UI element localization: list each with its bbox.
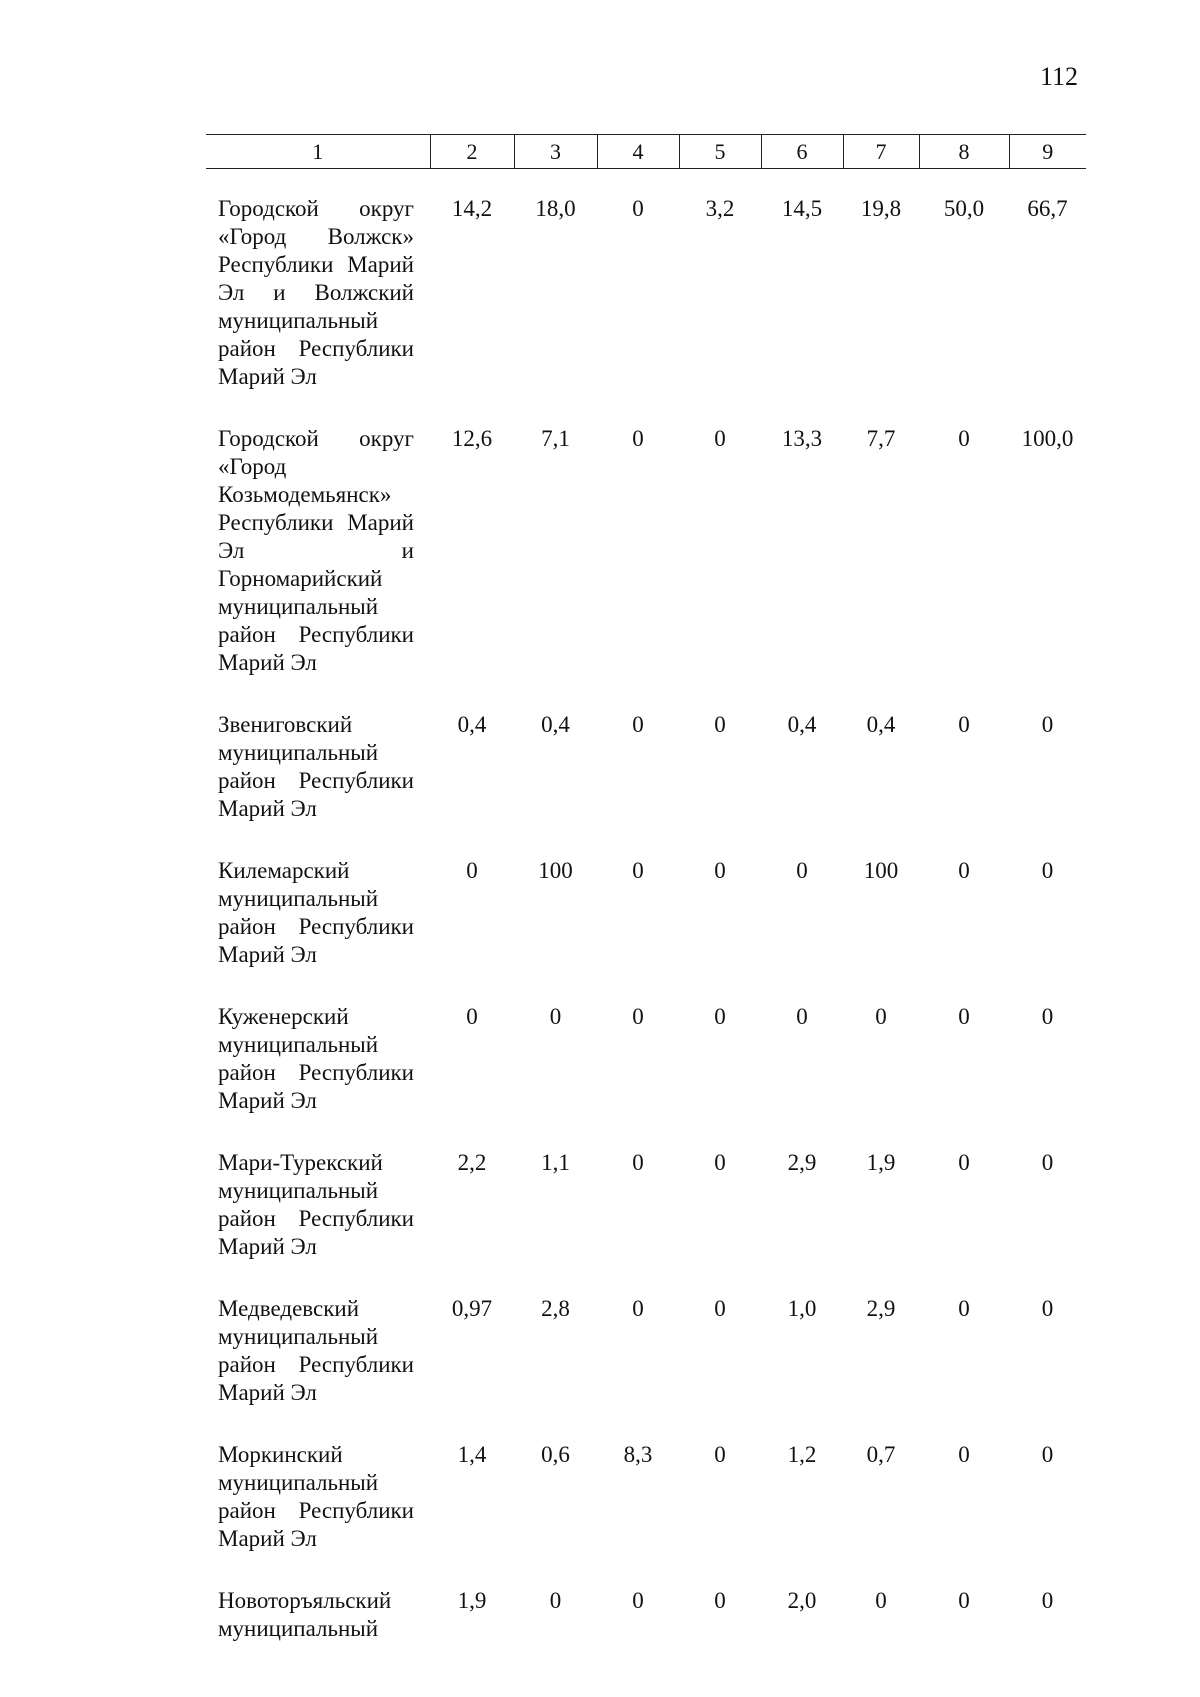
column-header-4: 4 (597, 135, 679, 169)
row-value-col-6: 1,2 (787, 1442, 817, 1467)
row-value-col-9: 100,0 (1021, 426, 1074, 451)
row-value-col-7: 0,7 (866, 1442, 896, 1467)
row-value-col-9: 0 (1041, 1004, 1054, 1029)
table-row (206, 1003, 1086, 1149)
row-value-col-3: 0,6 (541, 1442, 570, 1467)
row-value-col-9: 0 (1041, 712, 1054, 737)
row-value-col-8: 0 (958, 1588, 970, 1613)
statistics-table (206, 134, 1086, 1677)
row-value-col-6: 2,0 (787, 1588, 817, 1613)
row-territory-name: Городской округ «Город Козьмодемьянск» Республики Марий Эл и Горномарийский муниципальный район Республики Марий Эл (218, 426, 414, 675)
row-value-col-7: 2,9 (866, 1296, 896, 1321)
table-row (206, 1587, 1086, 1677)
row-value-col-6: 0 (796, 1004, 808, 1029)
row-value-col-8: 50,0 (943, 196, 985, 221)
row-value-col-6: 0,4 (787, 712, 817, 737)
table-header-row (206, 135, 1086, 169)
row-value-col-7: 7,7 (866, 426, 896, 451)
row-value-col-5: 0 (714, 426, 726, 451)
row-value-col-3: 18,0 (535, 196, 576, 221)
row-value-col-3: 100 (538, 858, 573, 883)
row-value-col-5: 0 (714, 1004, 726, 1029)
row-value-col-7: 1,9 (866, 1150, 896, 1175)
row-value-col-2: 1,4 (457, 1442, 487, 1467)
table-row (206, 1295, 1086, 1441)
row-value-col-9: 66,7 (1027, 196, 1068, 221)
row-value-col-4: 0 (632, 858, 644, 883)
column-header-6: 6 (761, 135, 843, 169)
row-value-col-2: 1,9 (457, 1588, 487, 1613)
row-value-col-6: 1,0 (787, 1296, 817, 1321)
row-territory-name: Мари-Турекский муниципальный район Республики Марий Эл (218, 1150, 414, 1259)
row-value-col-5: 0 (714, 1442, 726, 1467)
row-value-col-4: 0 (632, 1588, 644, 1613)
row-territory-name: Куженерский муниципальный район Республики Марий Эл (218, 1004, 414, 1113)
column-header-7: 7 (843, 135, 919, 169)
row-value-col-6: 13,3 (781, 426, 823, 451)
row-value-col-2: 12,6 (451, 426, 493, 451)
row-value-col-4: 0 (632, 1150, 644, 1175)
row-value-col-2: 0,97 (451, 1296, 493, 1321)
row-territory-name: Килемарский муниципальный район Республики Марий Эл (218, 858, 414, 967)
row-value-col-2: 2,2 (457, 1150, 487, 1175)
row-value-col-8: 0 (958, 426, 970, 451)
row-value-col-2: 0,4 (457, 712, 487, 737)
column-header-5: 5 (679, 135, 761, 169)
row-value-col-2: 0 (466, 1004, 478, 1029)
page-number: 112 (1040, 62, 1079, 91)
table-row (206, 1441, 1086, 1587)
row-value-col-7: 0 (875, 1588, 887, 1613)
row-value-col-7: 0 (875, 1004, 887, 1029)
statistics-table-container (206, 134, 1086, 1677)
column-header-2: 2 (430, 135, 514, 169)
row-value-col-3: 0 (549, 1588, 562, 1613)
table-row (206, 711, 1086, 857)
row-value-col-4: 0 (632, 1296, 644, 1321)
row-value-col-5: 0 (714, 858, 726, 883)
row-territory-name: Медведевский муниципальный район Республики Марий Эл (218, 1296, 414, 1405)
row-value-col-3: 0 (549, 1004, 562, 1029)
column-header-8: 8 (919, 135, 1009, 169)
row-value-col-9: 0 (1041, 1150, 1054, 1175)
row-value-col-4: 8,3 (623, 1442, 653, 1467)
row-value-col-4: 0 (632, 1004, 644, 1029)
row-value-col-9: 0 (1041, 1588, 1054, 1613)
row-value-col-3: 7,1 (541, 426, 570, 451)
row-value-col-5: 0 (714, 1588, 726, 1613)
table-row (206, 857, 1086, 1003)
row-value-col-9: 0 (1041, 1296, 1054, 1321)
row-territory-name: Моркинский муниципальный район Республики Марий Эл (218, 1442, 414, 1551)
row-value-col-6: 2,9 (787, 1150, 817, 1175)
row-value-col-8: 0 (958, 1004, 970, 1029)
column-header-3: 3 (514, 135, 597, 169)
column-header-1: 1 (206, 135, 430, 169)
row-value-col-2: 14,2 (451, 196, 493, 221)
table-row (206, 1149, 1086, 1295)
row-value-col-5: 0 (714, 1150, 726, 1175)
table-row (206, 425, 1086, 711)
row-territory-name: Новоторъяльский муниципальный (218, 1588, 392, 1641)
row-value-col-3: 0,4 (541, 712, 570, 737)
row-value-col-7: 0,4 (866, 712, 896, 737)
row-value-col-3: 2,8 (541, 1296, 570, 1321)
row-value-col-8: 0 (958, 1442, 970, 1467)
row-value-col-2: 0 (466, 858, 478, 883)
row-value-col-5: 0 (714, 1296, 726, 1321)
row-value-col-4: 0 (632, 196, 644, 221)
table-body (206, 169, 1086, 1678)
row-value-col-8: 0 (958, 858, 970, 883)
row-value-col-8: 0 (958, 1296, 970, 1321)
row-value-col-8: 0 (958, 712, 970, 737)
table-row (206, 195, 1086, 425)
row-value-col-6: 14,5 (781, 196, 823, 221)
row-value-col-5: 0 (714, 712, 726, 737)
row-value-col-8: 0 (958, 1150, 970, 1175)
row-value-col-9: 0 (1041, 1442, 1054, 1467)
row-value-col-4: 0 (632, 712, 644, 737)
row-value-col-7: 19,8 (860, 196, 902, 221)
row-territory-name: Городской округ «Город Волжск» Республики Марий Эл и Волжский муниципальный район Республики Марий Эл (218, 196, 414, 389)
row-value-col-4: 0 (632, 426, 644, 451)
row-territory-name: Звениговский муниципальный район Республики Марий Эл (218, 712, 414, 821)
row-value-col-6: 0 (796, 858, 808, 883)
row-value-col-5: 3,2 (705, 196, 735, 221)
column-header-9: 9 (1009, 135, 1086, 169)
row-value-col-3: 1,1 (541, 1150, 570, 1175)
row-value-col-9: 0 (1041, 858, 1054, 883)
row-value-col-7: 100 (863, 858, 899, 883)
